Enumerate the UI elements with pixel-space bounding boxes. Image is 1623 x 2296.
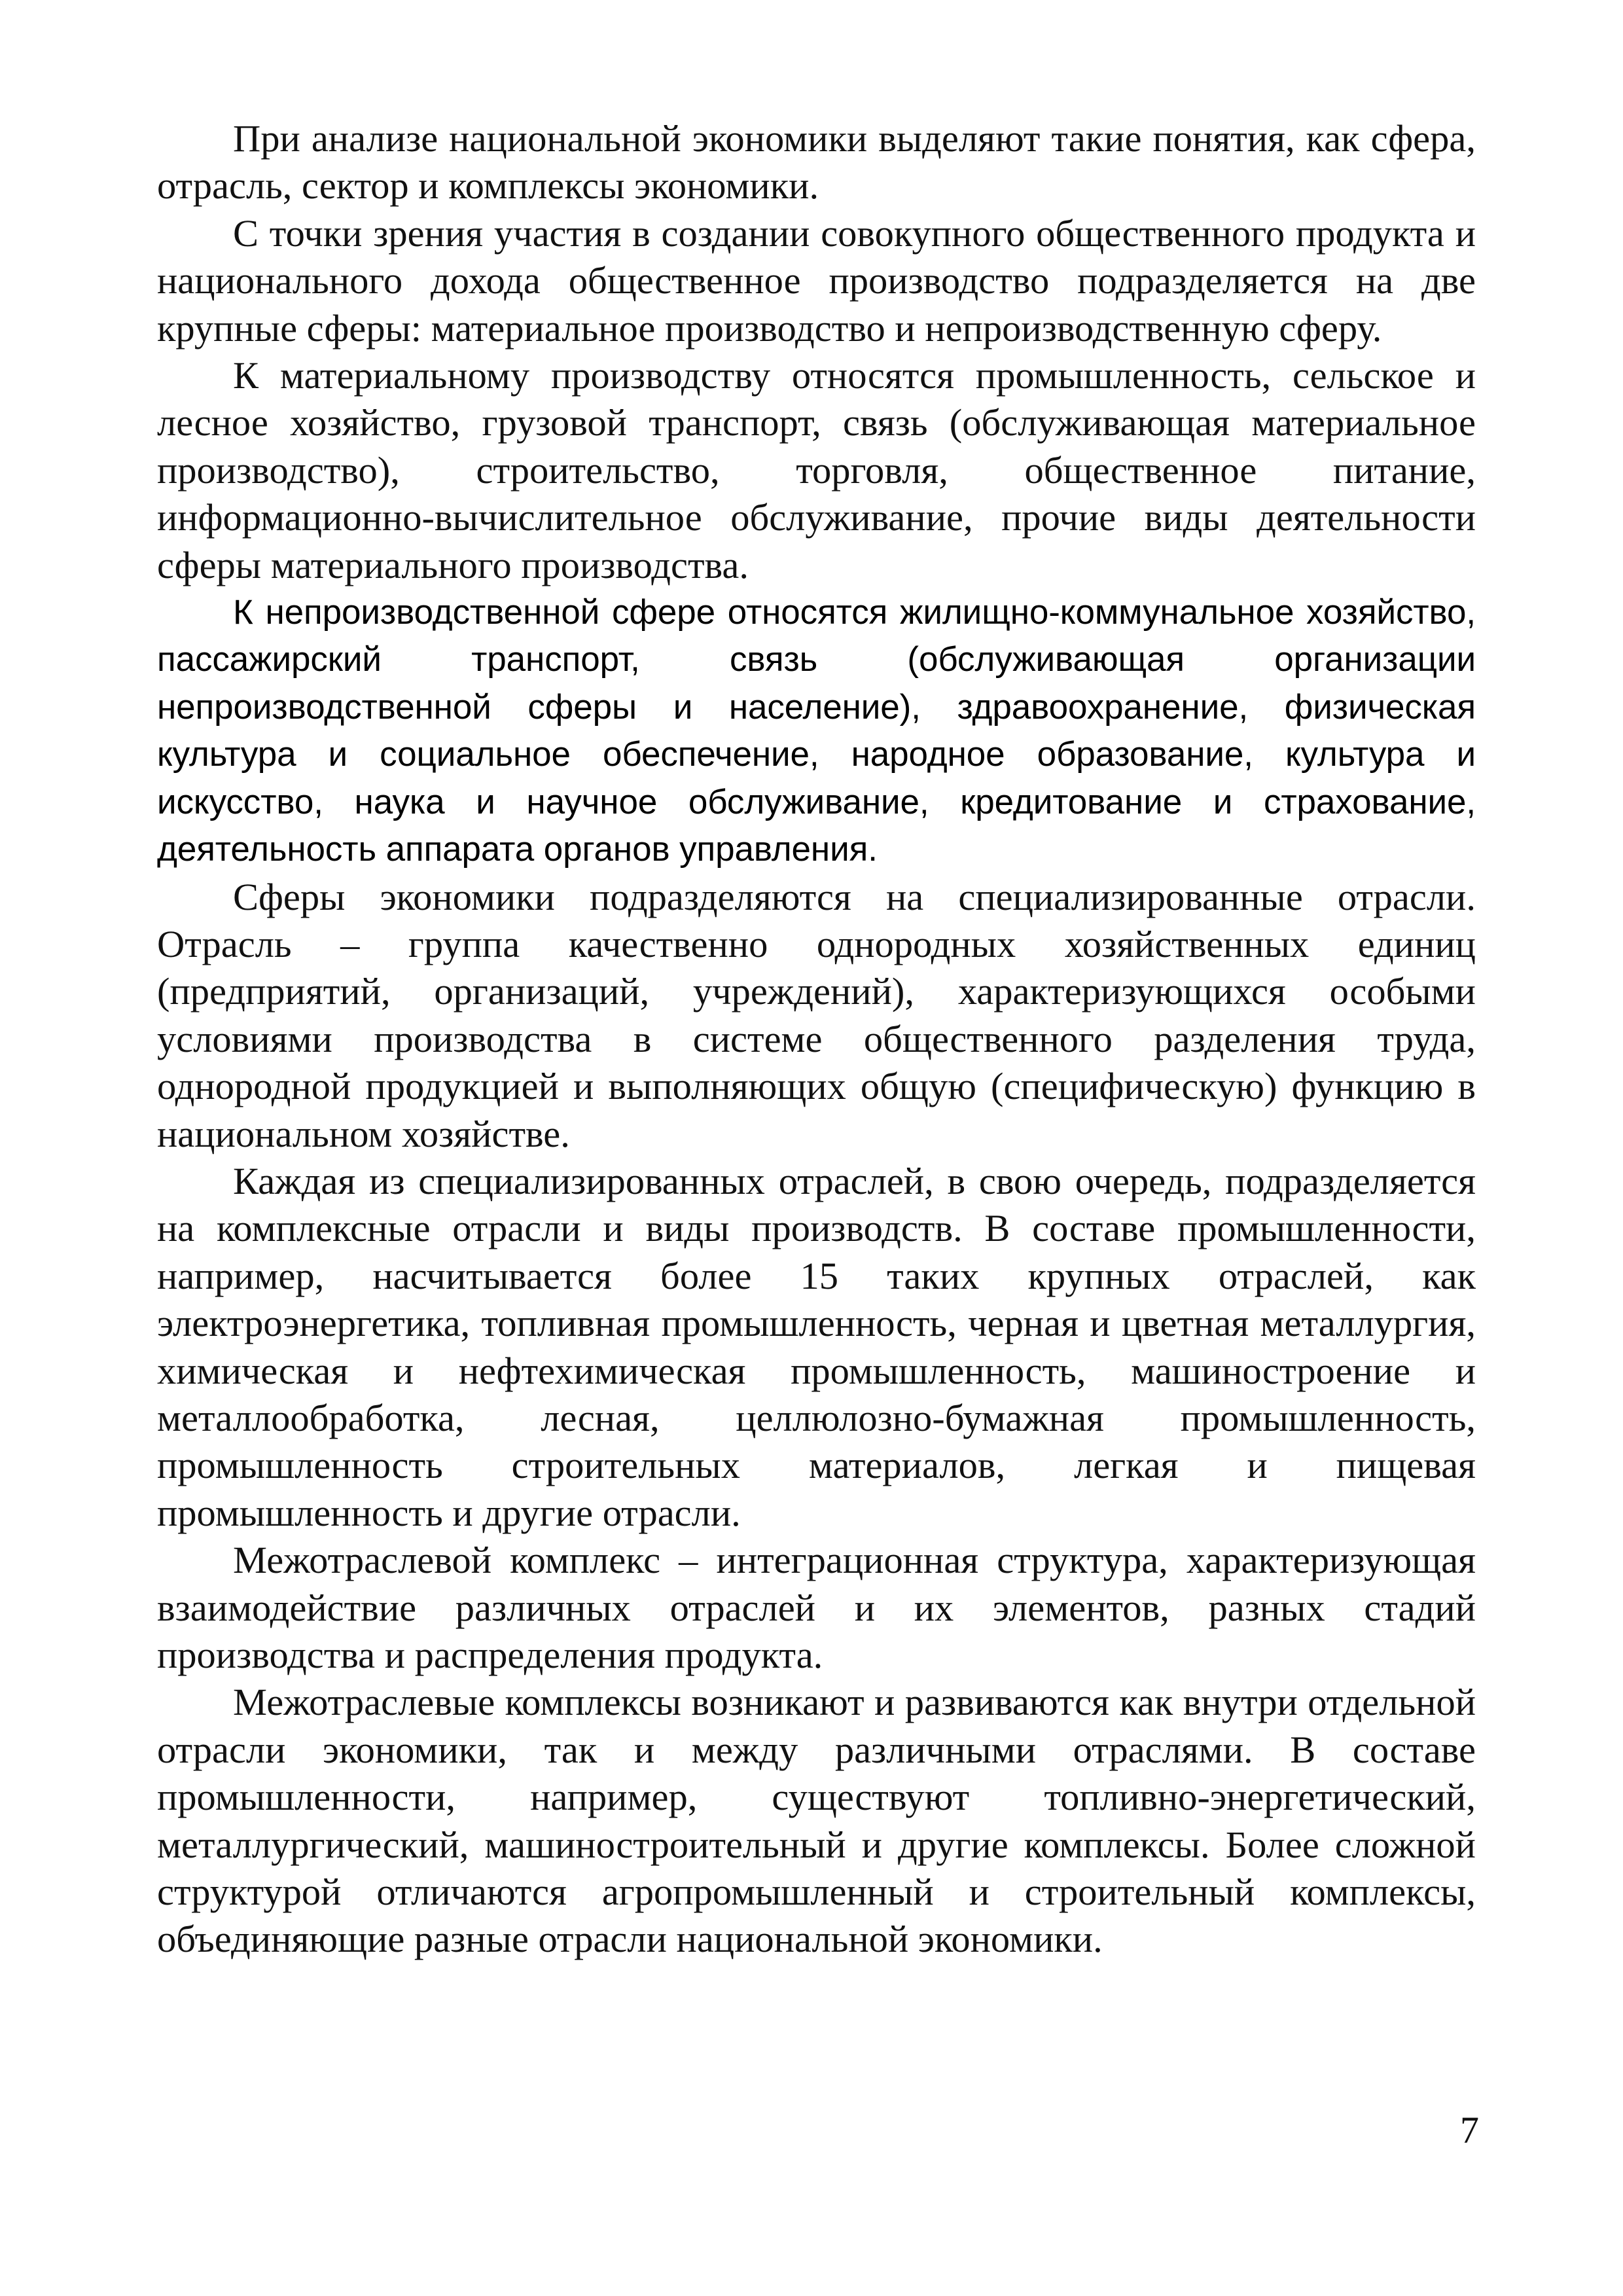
paragraph-intersectoral-complex: Межотраслевой комплекс – интеграционная структура, характеризующая взаимодействие различных отраслей и их элементов, разных стадий производства и распределения продукта. — [157, 1539, 1476, 1676]
paragraph-spheres: С точки зрения участия в создании совокупного общественного продукта и национального дохода общественное производство подразделяется на две крупные сферы: материальное производство и непроизводственную сферу. — [157, 211, 1476, 350]
paragraph-concepts: При анализе национальной экономики выделяют такие понятия, как сфера, отрасль, сектор и комплексы экономики. — [157, 117, 1476, 207]
paragraph-complex-industries: Каждая из специализированных отраслей, в свою очередь, подразделяется на комплексные отрасли и виды производств. В составе промышленности, например, насчитывается более 15 таких крупных отраслей, как электроэнергетика, топливная промышленность, черная и цветная металлургия, химическая и нефтехимическая промышленность, машиностроение и металлообработка, лесная, целлюлозно-бумажная промышленность, промышленность строительных материалов, легкая и пищевая промышленность и другие отрасли. — [157, 1159, 1476, 1534]
page-number: 7 — [1460, 2109, 1479, 2151]
paragraph-industries: Сферы экономики подразделяются на специализированные отрасли. Отрасль – группа качественно однородных хозяйственных единиц (предприятий, организаций, учреждений), характеризующихся особыми условиями производства в системе общественного разделения труда, однородной продукцией и выполняющих общую (специфическую) функцию в национальном хозяйстве. — [157, 875, 1476, 1155]
page-body — [157, 115, 1476, 1964]
paragraph-non-production-sphere: К непроизводственной сфере относятся жилищно-коммунальное хозяйство, пассажирский транспорт, связь (обслуживающая организации непроизводственной сферы и население), здравоохранение, физическая культура и социальное обеспечение, народное образование, культура и искусство, наука и научное обслуживание, кредитование и страхование, деятельность аппарата органов управления. — [157, 593, 1476, 869]
paragraph-intersectoral-complexes: Межотраслевые комплексы возникают и развиваются как внутри отдельной отрасли экономики, так и между различными отраслями. В составе промышленности, например, существуют топливно-энергетический, металлургический, машиностроительный и другие комплексы. Более сложной структурой отличаются агропромышленный и строительный комплексы, объединяющие разные отрасли национальной экономики. — [157, 1681, 1476, 1961]
paragraph-material-production: К материальному производству относятся промышленность, сельское и лесное хозяйство, грузовой транспорт, связь (обслуживающая материальное производство), строительство, торговля, общественное питание, информационно-вычислительное обслуживание, прочие виды деятельности сферы материального производства. — [157, 354, 1476, 586]
